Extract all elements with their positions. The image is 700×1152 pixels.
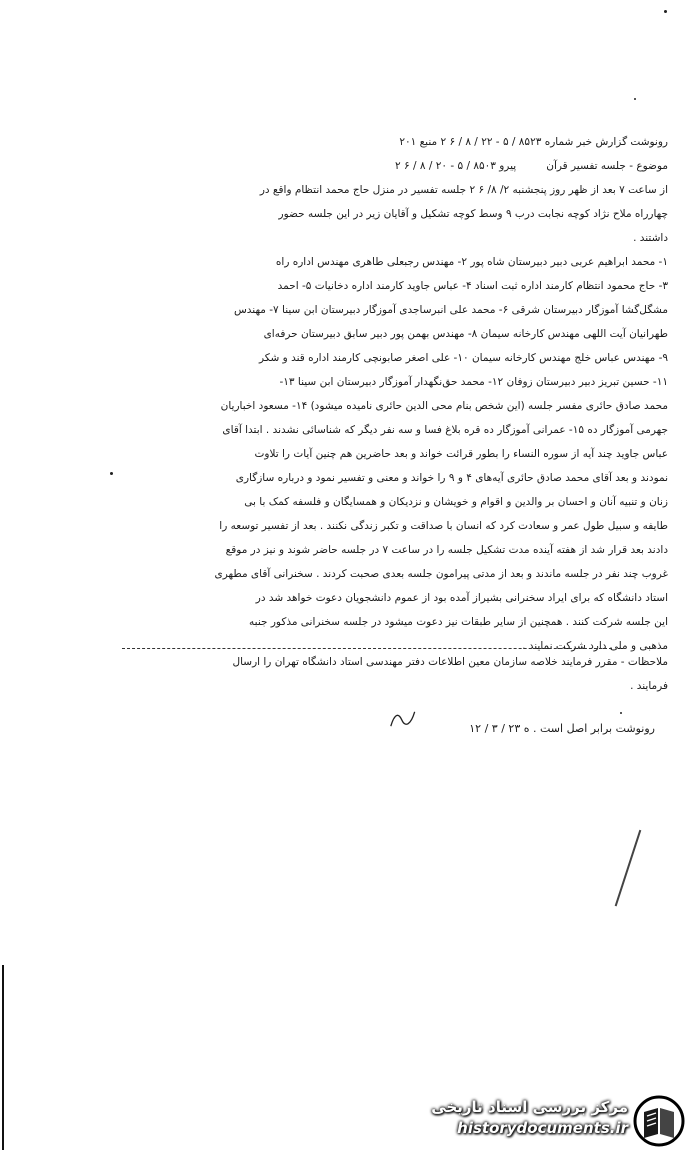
scan-speck bbox=[664, 10, 667, 13]
certified-copy-line: رونوشت برابر اصل است . ه ۲۳ / ۳ / ۱۲ bbox=[469, 722, 655, 735]
report-text-line: ۹- مهندس عباس خلج مهندس کارخانه سیمان ۱۰- علی اصغر صابونچی کارمند اداره قند و شکر bbox=[258, 352, 668, 364]
subject-line: موضوع - جلسه تفسیر قرآن bbox=[546, 160, 668, 172]
remarks-line: ملاحظات - مقرر فرمایند خلاصه سازمان معین اطلاعات دفتر مهندسی استاد دانشگاه تهران را ارسال bbox=[232, 656, 668, 668]
report-text-line: مشگل‌گشا آموزگار دبیرستان شرقی ۶- محمد علی انبرساجدی آموزگار دبیرستان ابن سینا ۷- مهندس bbox=[233, 304, 668, 316]
book-pages-icon bbox=[632, 1094, 686, 1148]
watermark-org-name: مرکز بررسی اسناد تاریخی bbox=[431, 1098, 628, 1116]
report-text-line: عباس جاوید چند آیه از سوره النساء را بطور قرائت خواند و بعد حاضرین هم چنین آیات را تلاوت bbox=[254, 448, 668, 460]
remarks-block bbox=[232, 650, 668, 698]
report-text-line: جهرمی آموزگار ده ۱۵- عمرانی آموزگار ده قره بلاغ فسا و سه نفر دیگر که شناسائی نشدند . ابتدا آقای bbox=[222, 424, 668, 436]
margin-pen-mark bbox=[615, 830, 641, 907]
report-text-line: چهارراه ملاح نژاد کوچه نجابت درب ۹ وسط کوچه تشکیل و آقایان زیر در این جلسه حضور bbox=[278, 208, 668, 220]
report-text-line: ۱۱- حسین تبریز دبیر دبیرستان زوفان ۱۲- محمد حق‌نگهدار آموزگار دبیرستان ابن سینا ۱۳- bbox=[279, 376, 668, 388]
remarks-tail: فرمایند . bbox=[630, 680, 668, 692]
scan-edge-line bbox=[2, 965, 4, 1150]
report-text-line: داشتند . bbox=[633, 232, 668, 244]
report-text-line: نمودند و بعد آقای محمد صادق حائری آیه‌های ۴ و ۹ را خواند و معنی و تفسیر نمود و درباره سازگاری bbox=[235, 472, 668, 484]
report-text-line: مذهبی و ملی دارد شرکت نمایند . bbox=[522, 640, 668, 652]
scan-speck bbox=[620, 712, 622, 714]
report-text-line: ۱- محمد ابراهیم عربی دبیر دبیرستان شاه پور ۲- مهندس رجبعلی طاهری مهندس اداره راه bbox=[275, 256, 668, 268]
report-text-line: محمد صادق حائری مفسر جلسه (این شخص بنام محی الدین حائری نامیده میشود) ۱۴- مسعود اخباریان bbox=[220, 400, 668, 412]
watermark-site: historydocuments.ir bbox=[457, 1119, 628, 1137]
report-text-line: غروب چند نفر در جلسه ماندند و بعد از مدتی پیرامون جلسه بعدی صحبت کردند . سخنرانی آقای مطهری bbox=[214, 568, 668, 580]
report-text-line: طهرانیان آیت اللهی مهندس کارخانه سیمان ۸- مهندس بهمن پور دبیر سابق دبیرستان حرفه‌ای bbox=[263, 328, 668, 340]
report-text-line: این جلسه شرکت کنند . همچنین از سایر طبقات نیز دعوت میشود در جلسه سخنرانی مذکور جنبه bbox=[249, 616, 668, 628]
report-text bbox=[214, 178, 668, 658]
remarks-underline bbox=[122, 648, 612, 649]
report-text-line: دادند بعد قرار شد از هفته آینده مدت تشکیل جلسه را در ساعت ۷ در جلسه حاضر شوند و نیز در موقع bbox=[225, 544, 668, 556]
report-text-line: ۳- حاج محمود انتظام کارمند اداره ثبت اسناد ۴- عباس جاوید کارمند اداره دخانیات ۵- احمد bbox=[277, 280, 668, 292]
report-body bbox=[214, 130, 668, 658]
report-text-line: استاد دانشگاه که برای ایراد سخنرانی بشیراز آمده بود از عموم دانشجویان دعوت خواهد شد در bbox=[255, 592, 668, 604]
report-text-line: زنان و تنبیه آنان و احسان بر والدین و اقوام و خویشان و نزدیکان و همسایگان و فلسفه کمک با بی bbox=[244, 496, 668, 508]
copy-header: رونوشت گزارش خبر شماره ۸۵۲۳ / ۵ - ۲۲ / ۸ / ۶ ۲ منبع ۲۰۱ bbox=[399, 136, 668, 148]
report-text-line: از ساعت ۷ بعد از ظهر روز پنجشنبه ۲/ ۸/ ۶ ۲ جلسه تفسیر در منزل حاج محمد انتظام واقع در bbox=[259, 184, 668, 196]
subject-row bbox=[238, 154, 668, 178]
scan-speck bbox=[634, 98, 636, 100]
archive-watermark bbox=[420, 1092, 690, 1146]
reference-line: پیرو ۸۵۰۳ / ۵ - ۲۰ / ۸ / ۶ ۲ bbox=[395, 160, 517, 172]
scan-speck bbox=[110, 472, 113, 475]
report-text-line: طایفه و سبیل طول عمر و سعادت کرد که انسان با صداقت و تکبر زندگی نکنند . بعد از تفسیر توسعه را bbox=[219, 520, 668, 532]
